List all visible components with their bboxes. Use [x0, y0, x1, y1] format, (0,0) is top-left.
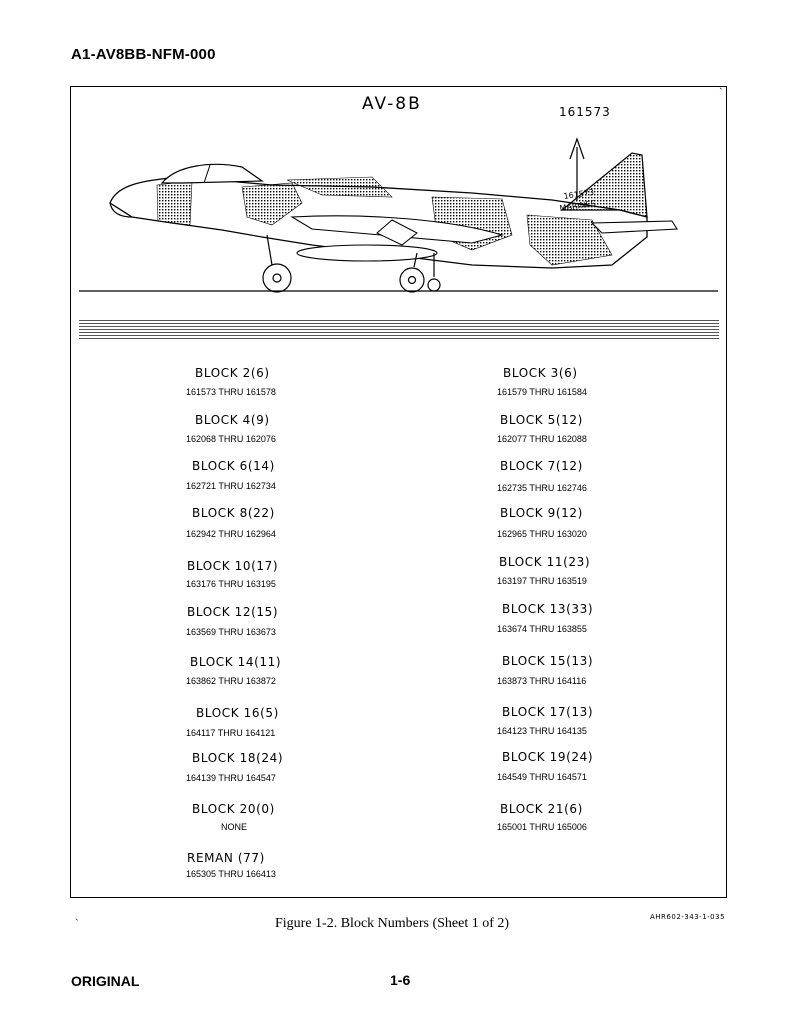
aircraft-canopy: [162, 164, 262, 183]
aircraft-horizontal-stabilizer: [592, 221, 677, 233]
block-serial-range: 165305 THRU 166413: [186, 869, 276, 879]
block-label: BLOCK 13(33): [502, 602, 594, 616]
block-serial-range: 161573 THRU 161578: [186, 387, 276, 397]
block-serial-range: 164117 THRU 164121: [186, 728, 276, 738]
block-serial-range: 163873 THRU 164116: [497, 676, 587, 686]
corner-mark: `: [719, 87, 723, 99]
block-label: BLOCK 12(15): [187, 605, 279, 619]
page-number: 1-6: [390, 972, 411, 988]
block-serial-range: 163569 THRU 163673: [186, 627, 276, 637]
illustration-reference-code: AHR602-343-1-035: [650, 913, 726, 921]
block-serial-range: 162942 THRU 162964: [186, 529, 276, 539]
block-label: BLOCK 9(12): [500, 506, 583, 520]
block-label: BLOCK 20(0): [192, 802, 275, 816]
block-serial-range: 164139 THRU 164547: [186, 773, 276, 783]
block-label: BLOCK 16(5): [196, 706, 279, 720]
block-label: BLOCK 18(24): [192, 751, 284, 765]
callout-serial-number: 161573: [559, 105, 611, 119]
stray-mark: `: [75, 918, 79, 930]
block-label: BLOCK 21(6): [500, 802, 583, 816]
nose-landing-gear: [263, 235, 291, 292]
block-label: BLOCK 7(12): [500, 459, 583, 473]
block-label: BLOCK 2(6): [195, 366, 270, 380]
block-label: BLOCK 5(12): [500, 413, 583, 427]
block-serial-range: 162735 THRU 162746: [497, 483, 587, 493]
block-label: BLOCK 3(6): [503, 366, 578, 380]
av8b-aircraft-illustration: [72, 125, 724, 305]
camouflage-patch: [157, 181, 192, 225]
block-label: BLOCK 6(14): [192, 459, 275, 473]
footer-status: ORIGINAL: [71, 973, 140, 989]
block-serial-range: 163674 THRU 163855: [497, 624, 587, 634]
block-serial-range: 163197 THRU 163519: [497, 576, 587, 586]
document-id: A1-AV8BB-NFM-000: [71, 46, 216, 63]
block-serial-range: 162077 THRU 162088: [497, 434, 587, 444]
block-label: BLOCK 19(24): [502, 750, 594, 764]
block-serial-range: 165001 THRU 165006: [497, 822, 587, 832]
block-serial-range: NONE: [221, 822, 248, 832]
block-serial-range: 162721 THRU 162734: [186, 481, 276, 491]
block-serial-range: 164549 THRU 164571: [497, 772, 587, 782]
block-label: BLOCK 17(13): [502, 705, 594, 719]
block-serial-range: 164123 THRU 164135: [497, 726, 587, 736]
tail-service-marking: MARINES: [559, 198, 597, 213]
block-serial-range: 163176 THRU 163195: [186, 579, 276, 589]
block-serial-range: 161579 THRU 161584: [497, 387, 587, 397]
block-label: BLOCK 11(23): [499, 555, 591, 569]
hatched-separator-band: [79, 320, 719, 339]
block-serial-range: 162068 THRU 162076: [186, 434, 276, 444]
figure-caption: Figure 1-2. Block Numbers (Sheet 1 of 2): [275, 916, 510, 931]
block-label: BLOCK 14(11): [190, 655, 282, 669]
block-label: REMAN (77): [187, 851, 265, 865]
block-label: BLOCK 8(22): [192, 506, 275, 520]
block-label: BLOCK 15(13): [502, 654, 594, 668]
block-label: BLOCK 10(17): [187, 559, 279, 573]
block-label: BLOCK 4(9): [195, 413, 270, 427]
block-serial-range: 162965 THRU 163020: [497, 529, 587, 539]
aircraft-model-label: AV-8B: [362, 94, 422, 114]
tail-serial-marking: 161573: [563, 187, 595, 201]
block-serial-range: 163862 THRU 163872: [186, 676, 276, 686]
